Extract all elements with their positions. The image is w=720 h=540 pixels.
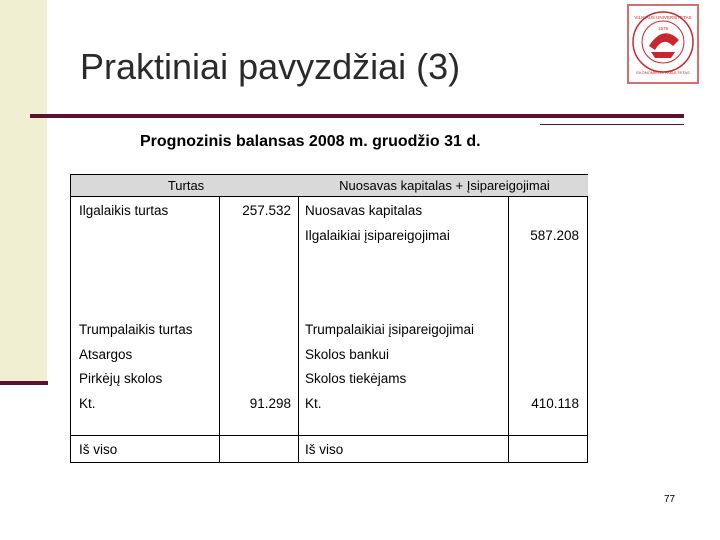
- page-number: 77: [664, 494, 676, 505]
- other-assets-label: Kt.: [79, 396, 96, 411]
- total-assets-label: Iš viso: [79, 442, 118, 457]
- title-divider: [30, 114, 684, 118]
- inventory-label: Atsargos: [79, 347, 133, 362]
- longterm-liabilities-value: 587.208: [530, 228, 579, 243]
- title-divider-thin: [540, 124, 684, 125]
- sidebar-strip: [0, 0, 47, 383]
- svg-text:EKONOMIKOS FAKULTETAS: EKONOMIKOS FAKULTETAS: [636, 70, 690, 75]
- longterm-liabilities-label: Ilgalaikiai įsipareigojimai: [305, 228, 450, 243]
- receivables-label: Pirkėjų skolos: [79, 371, 163, 386]
- balance-sheet-title: Prognozinis balansas 2008 m. gruodžio 31 d.: [140, 133, 481, 150]
- header-liabilities: Nuosavas kapitalas + Įsipareigojimai: [301, 175, 588, 196]
- other-liabilities-value: 410.118: [531, 396, 579, 411]
- bank-debt-label: Skolos bankui: [305, 347, 390, 362]
- header-rule: [71, 196, 587, 197]
- equity-label: Nuosavas kapitalas: [305, 203, 423, 218]
- slide-title: Praktiniai pavyzdžiai (3): [80, 46, 461, 87]
- sidebar-accent-line: [0, 381, 48, 385]
- fixed-assets-value: 257.532: [242, 203, 291, 218]
- university-logo: [627, 4, 699, 84]
- other-liabilities-label: Kt.: [305, 396, 322, 411]
- current-assets-label: Trumpalaikis turtas: [79, 322, 193, 337]
- svg-text:VILNIAUS UNIVERSITETAS: VILNIAUS UNIVERSITETAS: [634, 15, 692, 20]
- col-divider-liabilities: [508, 196, 509, 462]
- balance-sheet-table: [70, 174, 588, 463]
- svg-text:1579: 1579: [657, 26, 669, 31]
- total-liabilities-label: Iš viso: [305, 442, 344, 457]
- payables-label: Skolos tiekėjams: [305, 371, 407, 386]
- col-divider-center: [298, 196, 299, 462]
- header-assets: Turtas: [71, 175, 301, 196]
- current-liabilities-label: Trumpalaikiai įsipareigojimai: [305, 322, 475, 337]
- col-divider-assets: [219, 196, 220, 462]
- other-assets-value: 91.298: [249, 396, 291, 411]
- totals-rule: [71, 435, 587, 436]
- university-seal-icon: [629, 6, 697, 82]
- fixed-assets-label: Ilgalaikis turtas: [79, 203, 169, 218]
